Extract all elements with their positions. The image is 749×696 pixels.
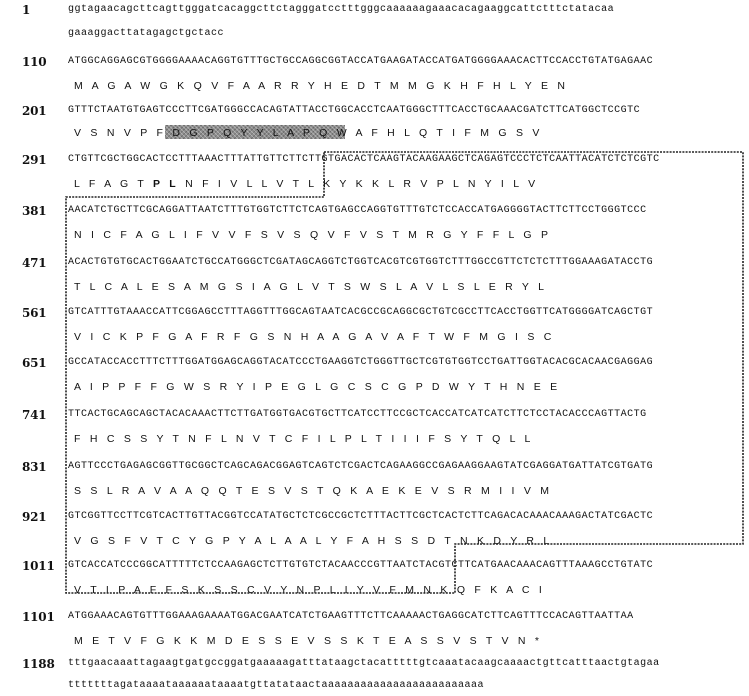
nucleotide-line: ATGGAAACAGTGTTTGGAAAGAAAATGGACGAATCATCTGAAGTTTCTTCAAAAACTGAGGCATCTTCAGTTTCCACAGTTAATTAA	[68, 611, 634, 622]
amino-acid-line: A I P P F F G W S R Y I P E G L G C S C G P D W Y T H N E E	[74, 381, 558, 393]
nucleotide-line: AGTTCCCTGAGAGCGGTTGCGGCTCAGCAGACGGAGTCAGTCTCGACTCAGAAGGCCGAGAAGGAAGTATCGAGGATGATTATCGTGATG	[68, 461, 654, 472]
nucleotide-line: gaaaggacttatagagctgctacc	[68, 28, 225, 39]
nucleotide-line: ACACTGTGTGCACTGGAATCTGCCATGGGCTCGATAGCAGGTCTGGTCACGTCGTGGTCTTTGGCCGTTCTCTCTTTGGAAAGATACCTG	[68, 257, 654, 268]
position-number: 381	[22, 204, 47, 218]
amino-acid-line: M E T V F G K K M D E S S E V S S K T E A S S V S T V N *	[74, 635, 540, 647]
position-number: 1011	[22, 559, 55, 573]
bold-motif: P L	[153, 178, 176, 190]
amino-acid-line: F H C S S Y T N F L N V T C F I L P L T I I I F S Y T Q L L	[74, 433, 531, 445]
position-number: 471	[22, 256, 47, 270]
amino-acid-line: N I C F A G L I F V V F S V S Q V F V S T M R G Y F F L G P	[74, 229, 549, 241]
amino-acid-segment: L F A G T	[74, 178, 144, 190]
position-number: 921	[22, 510, 47, 524]
amino-acid-line: V T I P A F F S K S S C V Y N P L I Y V F M N K Q F K A C I	[74, 584, 542, 596]
nucleotide-line: ATGGCAGGAGCGTGGGGAAAACAGGTGTTTGCTGCCAGGCGGTACCATGAAGATACCATGATGGGGAAACACTTCCACCTGTATGAGAAC	[68, 56, 654, 67]
amino-acid-line: V I C K P F G A F R F G S N H A A G A V A F T W F M G I S C	[74, 331, 552, 343]
nucleotide-line: GCCATACCACCTTTCTTTGGATGGAGCAGGTACATCCCTGAAGGTCTGGGTTGCTCGTGTGGTCCTGATTGGTACACGCACAACGAGGAG	[68, 357, 654, 368]
nucleotide-line: ggtagaacagcttcagttgggatcacaggcttctagggatcctttgggcaaaaaagaaacacagaaggcattctttctatacaa	[68, 4, 615, 15]
position-number: 741	[22, 408, 47, 422]
nucleotide-line: GTCACCATCCCGGCATTTTTCTCCAAGAGCTCTTGTGTCTACAACCCGTTAATCTACGTCTTCATGAACAAACAGTTTAAAGCCTGTATC	[68, 560, 654, 571]
nucleotide-line: TTCACTGCAGCAGCTACACAAACTTCTTGATGGTGACGTGCTTCATCCTTCCGCTCACCATCATCATCTTCTCCTACACCCAGTTACTG	[68, 409, 647, 420]
position-number: 1	[22, 3, 31, 17]
amino-acid-line: M A G A W G K Q V F A A R R Y H E D T M M G K H F H L Y E N	[74, 80, 565, 92]
position-number: 831	[22, 460, 47, 474]
position-number: 1188	[22, 657, 55, 671]
nucleotide-line: CTGTTCGCTGGCACTCCTTTAAACTTTATTGTTCTTCTTGTGACACTCAAGTACAAGAAGCTCAGAGTCCCTCTCAATTACATCTCTCGTC	[68, 154, 660, 165]
position-number: 110	[22, 55, 47, 69]
nucleotide-line: GTTTCTAATGTGAGTCCCTTCGATGGGCCACAGTATTACCTGGCACCTCAATGGGCTTTCACCTGCAAACGATCTTCATGGCTCCGTC	[68, 105, 641, 116]
position-number: 561	[22, 306, 47, 320]
position-number: 291	[22, 153, 47, 167]
nucleotide-line: tttgaacaaattagaagtgatgccggatgaaaaagatttataagctacatttttgtcaaatacaagcaaaactgttcatttaactgtagaa	[68, 658, 660, 669]
nucleotide-line: tttttttagataaaataaaaaataaaatgttatataactaaaaaaaaaaaaaaaaaaaaaaaaa	[68, 680, 485, 691]
position-number: 201	[22, 104, 47, 118]
nucleotide-line: GTCGGTTCCTTCGTCACTTGTTACGGTCCATATGCTCTCGCCGCTCTTTACTTCGCTCACTCTTCAGACACAAACAAAGACTATCGACTC	[68, 511, 654, 522]
amino-acid-line: V S N V P F D G P Q Y Y L A P Q W A F H L Q T I F M G S V	[74, 127, 540, 139]
position-number: 1101	[22, 610, 55, 624]
amino-acid-segment: N F I V L L V T L K Y K K L R V P L N Y I L V	[185, 178, 536, 190]
nucleotide-line: GTCATTTGTAAACCATTCGGAGCCTTTAGGTTTGGCAGTAATCACGCCGCAGGCGCTGTCGCCTTCACCTGGTTCATGGGGATCAGCTGT	[68, 307, 654, 318]
nucleotide-line: AACATCTGCTTCGCAGGATTAATCTTTGTGGTCTTCTCAGTGAGCCAGGTGTTTGTCTCCACCATGAGGGGTACTTCTTCCTGGGTCCC	[68, 205, 647, 216]
amino-acid-line: S S L R A V A A Q Q T E S V S T Q K A E K E V S R M I I V M	[74, 485, 550, 497]
amino-acid-line: T L C A L E S A M G S I A G L V T S W S L A V L S L E R Y L	[74, 281, 545, 293]
position-number: 651	[22, 356, 47, 370]
amino-acid-line: V G S F V T C Y G P Y A L A A L Y F A H S S D T N K D Y R L	[74, 535, 550, 547]
